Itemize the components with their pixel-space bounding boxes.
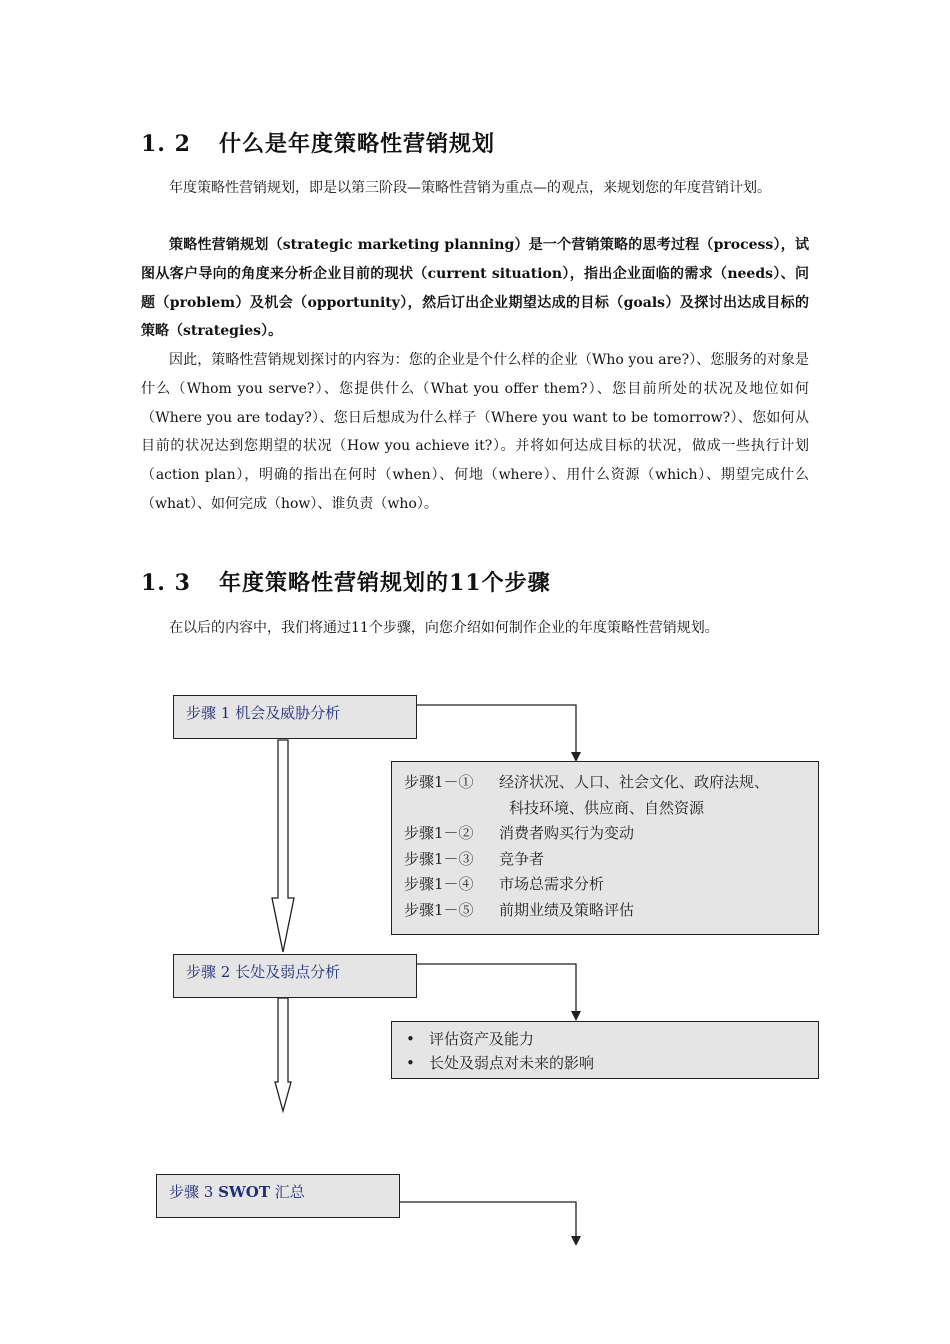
step2-bullet-2: • 长处及弱点对未来的影响 bbox=[404, 1051, 806, 1075]
step1-detail-2: 步骤1－② 消费者购买行为变动 bbox=[404, 824, 635, 843]
paragraph-content: 因此，策略性营销规划探讨的内容为：您的企业是个什么样的企业（Who you are?）、您服务的对象是什么（Whom you serve?）、您提供什么（What you offer them?）、您目前所处的状况及地位如何（Where you are today?）、您日后想成为什么样子（Where you want to be tomorrow?）、您如何从目前的状况达到您期望的状况（How you achieve it?）。并将如何达成目标的状况，做成一些执行计划（action plan），明确的指出在何时（when）、何地（where）、用什么资源（which）、期望完成什么（what）、如何完成（how）、谁负责（who）。 bbox=[141, 352, 809, 512]
step1-detail-1-cont: 科技环境、供应商、自然资源 bbox=[509, 798, 705, 817]
section-title: 什么是年度策略性营销规划 bbox=[219, 131, 496, 157]
step2-box bbox=[173, 954, 417, 998]
step1-box bbox=[173, 695, 417, 739]
paragraph-intro: 年度策略性营销规划，即是以第三阶段—策略性营销为重点—的观点，来规划您的年度营销计划。 bbox=[169, 180, 771, 196]
step1-detail-1: 步骤1－① 经济状况、人口、社会文化、政府法规、 bbox=[404, 773, 770, 791]
section-title: 年度策略性营销规划的11个步骤 bbox=[219, 570, 551, 596]
section-number: 1. 3 bbox=[141, 570, 191, 596]
step2-bullets-box bbox=[391, 1021, 819, 1079]
paragraph-definition: 策略性营销规划（strategic marketing planning）是一个营销策略的思考过程（process），试图从客户导向的角度来分析企业目前的现状（current situation），指出企业面临的需求（needs）、问题（problem）及机会（opportunity），然后订出企业期望达成的目标（goals）及探讨出达成目标的策略（strategies）。 bbox=[141, 237, 809, 340]
step1-label: 步骤 1 机会及威胁分析 bbox=[186, 704, 341, 722]
step3-swot: SWOT bbox=[218, 1183, 271, 1201]
step3-suffix: 汇总 bbox=[274, 1183, 305, 1201]
step3-prefix: 步骤 3 bbox=[169, 1183, 214, 1201]
step1-details-box bbox=[391, 761, 819, 935]
step2-bullet-1: • 评估资产及能力 bbox=[404, 1027, 806, 1051]
paragraph-steps-intro: 在以后的内容中，我们将通过11个步骤，向您介绍如何制作企业的年度策略性营销规划。 bbox=[169, 620, 719, 636]
step1-detail-5: 步骤1－⑤ 前期业绩及策略评估 bbox=[404, 900, 635, 919]
step1-detail-4: 步骤1－④ 市场总需求分析 bbox=[404, 875, 605, 894]
step3-box bbox=[156, 1174, 400, 1218]
step2-label: 步骤 2 长处及弱点分析 bbox=[186, 963, 341, 981]
step1-detail-3: 步骤1－③ 竞争者 bbox=[404, 849, 545, 868]
section-number: 1. 2 bbox=[141, 131, 191, 157]
